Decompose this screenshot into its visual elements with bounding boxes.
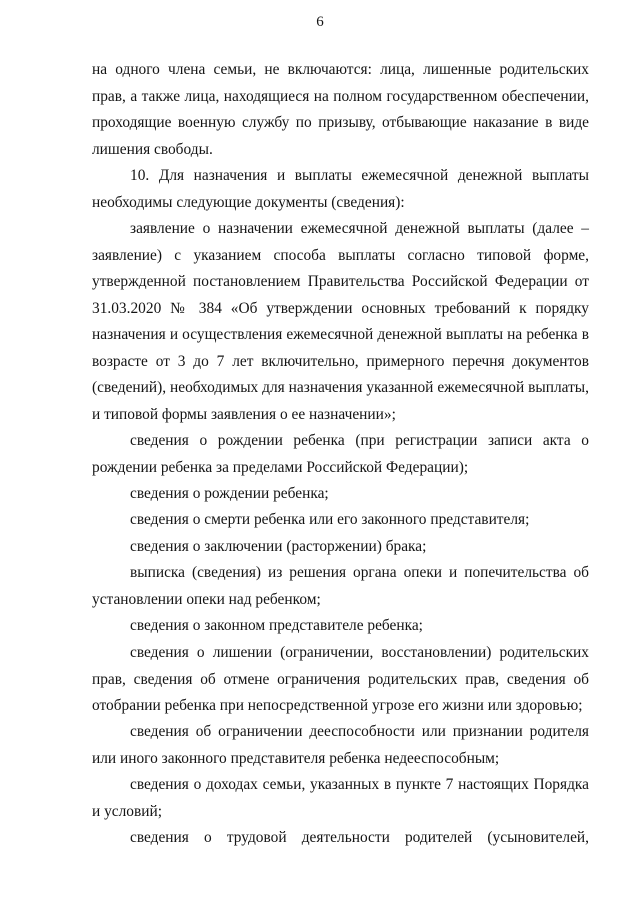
paragraph-parental-rights: сведения о лишении (ограничении, восстановлении) родительских прав, сведения об отмене ограничения родительских прав, сведения об отобрании ребенка при непосредственной угрозе его жизни или здоровью;	[92, 644, 589, 714]
paragraph-death-info: сведения о смерти ребенка или его законного представителя;	[130, 511, 530, 528]
paragraph-employment: сведения о трудовой деятельности родителей (усыновителей,	[130, 829, 589, 846]
paragraph-birth-info: сведения о рождении ребенка;	[130, 485, 329, 502]
paragraph-family-exclusions: на одного члена семьи, не включаются: лица, лишенные родительских прав, а также лица, находящиеся на полном государственном обеспечении, проходящие военную службу по призыву, отбывающие наказание в виде лишения свободы.	[92, 61, 589, 158]
paragraph-birth-abroad: сведения о рождении ребенка (при регистрации записи акта о рождении ребенка за пределами Российской Федерации);	[92, 432, 589, 476]
paragraph-marriage-info: сведения о заключении (расторжении) брака;	[130, 538, 427, 555]
paragraph-incapacity: сведения об ограничении дееспособности или признании родителя или иного законного представителя ребенка недееспособным;	[92, 723, 589, 767]
paragraph-application: заявление о назначении ежемесячной денежной выплаты (далее – заявление) с указанием способа выплаты согласно типовой форме, утвержденной постановлением Правительства Российской Федерации от 31.03.2020 № 384 «Об утверждении основных требований к порядку назначения и осуществления ежемесячной денежной выплаты на ребенка в возрасте от 3 до 7 лет включительно, примерного перечня документов (сведений), необходимых для назначения указанной ежемесячной выплаты, и типовой формы заявления о ее назначении»;	[92, 220, 589, 423]
page-number: 6	[316, 14, 324, 30]
paragraph-guardianship: выписка (сведения) из решения органа опеки и попечительства об установлении опеки над ребенком;	[92, 564, 589, 608]
paragraph-family-income: сведения о доходах семьи, указанных в пункте 7 настоящих Порядка и условий;	[92, 776, 589, 820]
paragraph-legal-representative: сведения о законном представителе ребенка;	[130, 617, 423, 634]
paragraph-item-10: 10. Для назначения и выплаты ежемесячной денежной выплаты необходимы следующие документы (сведения):	[92, 167, 589, 211]
